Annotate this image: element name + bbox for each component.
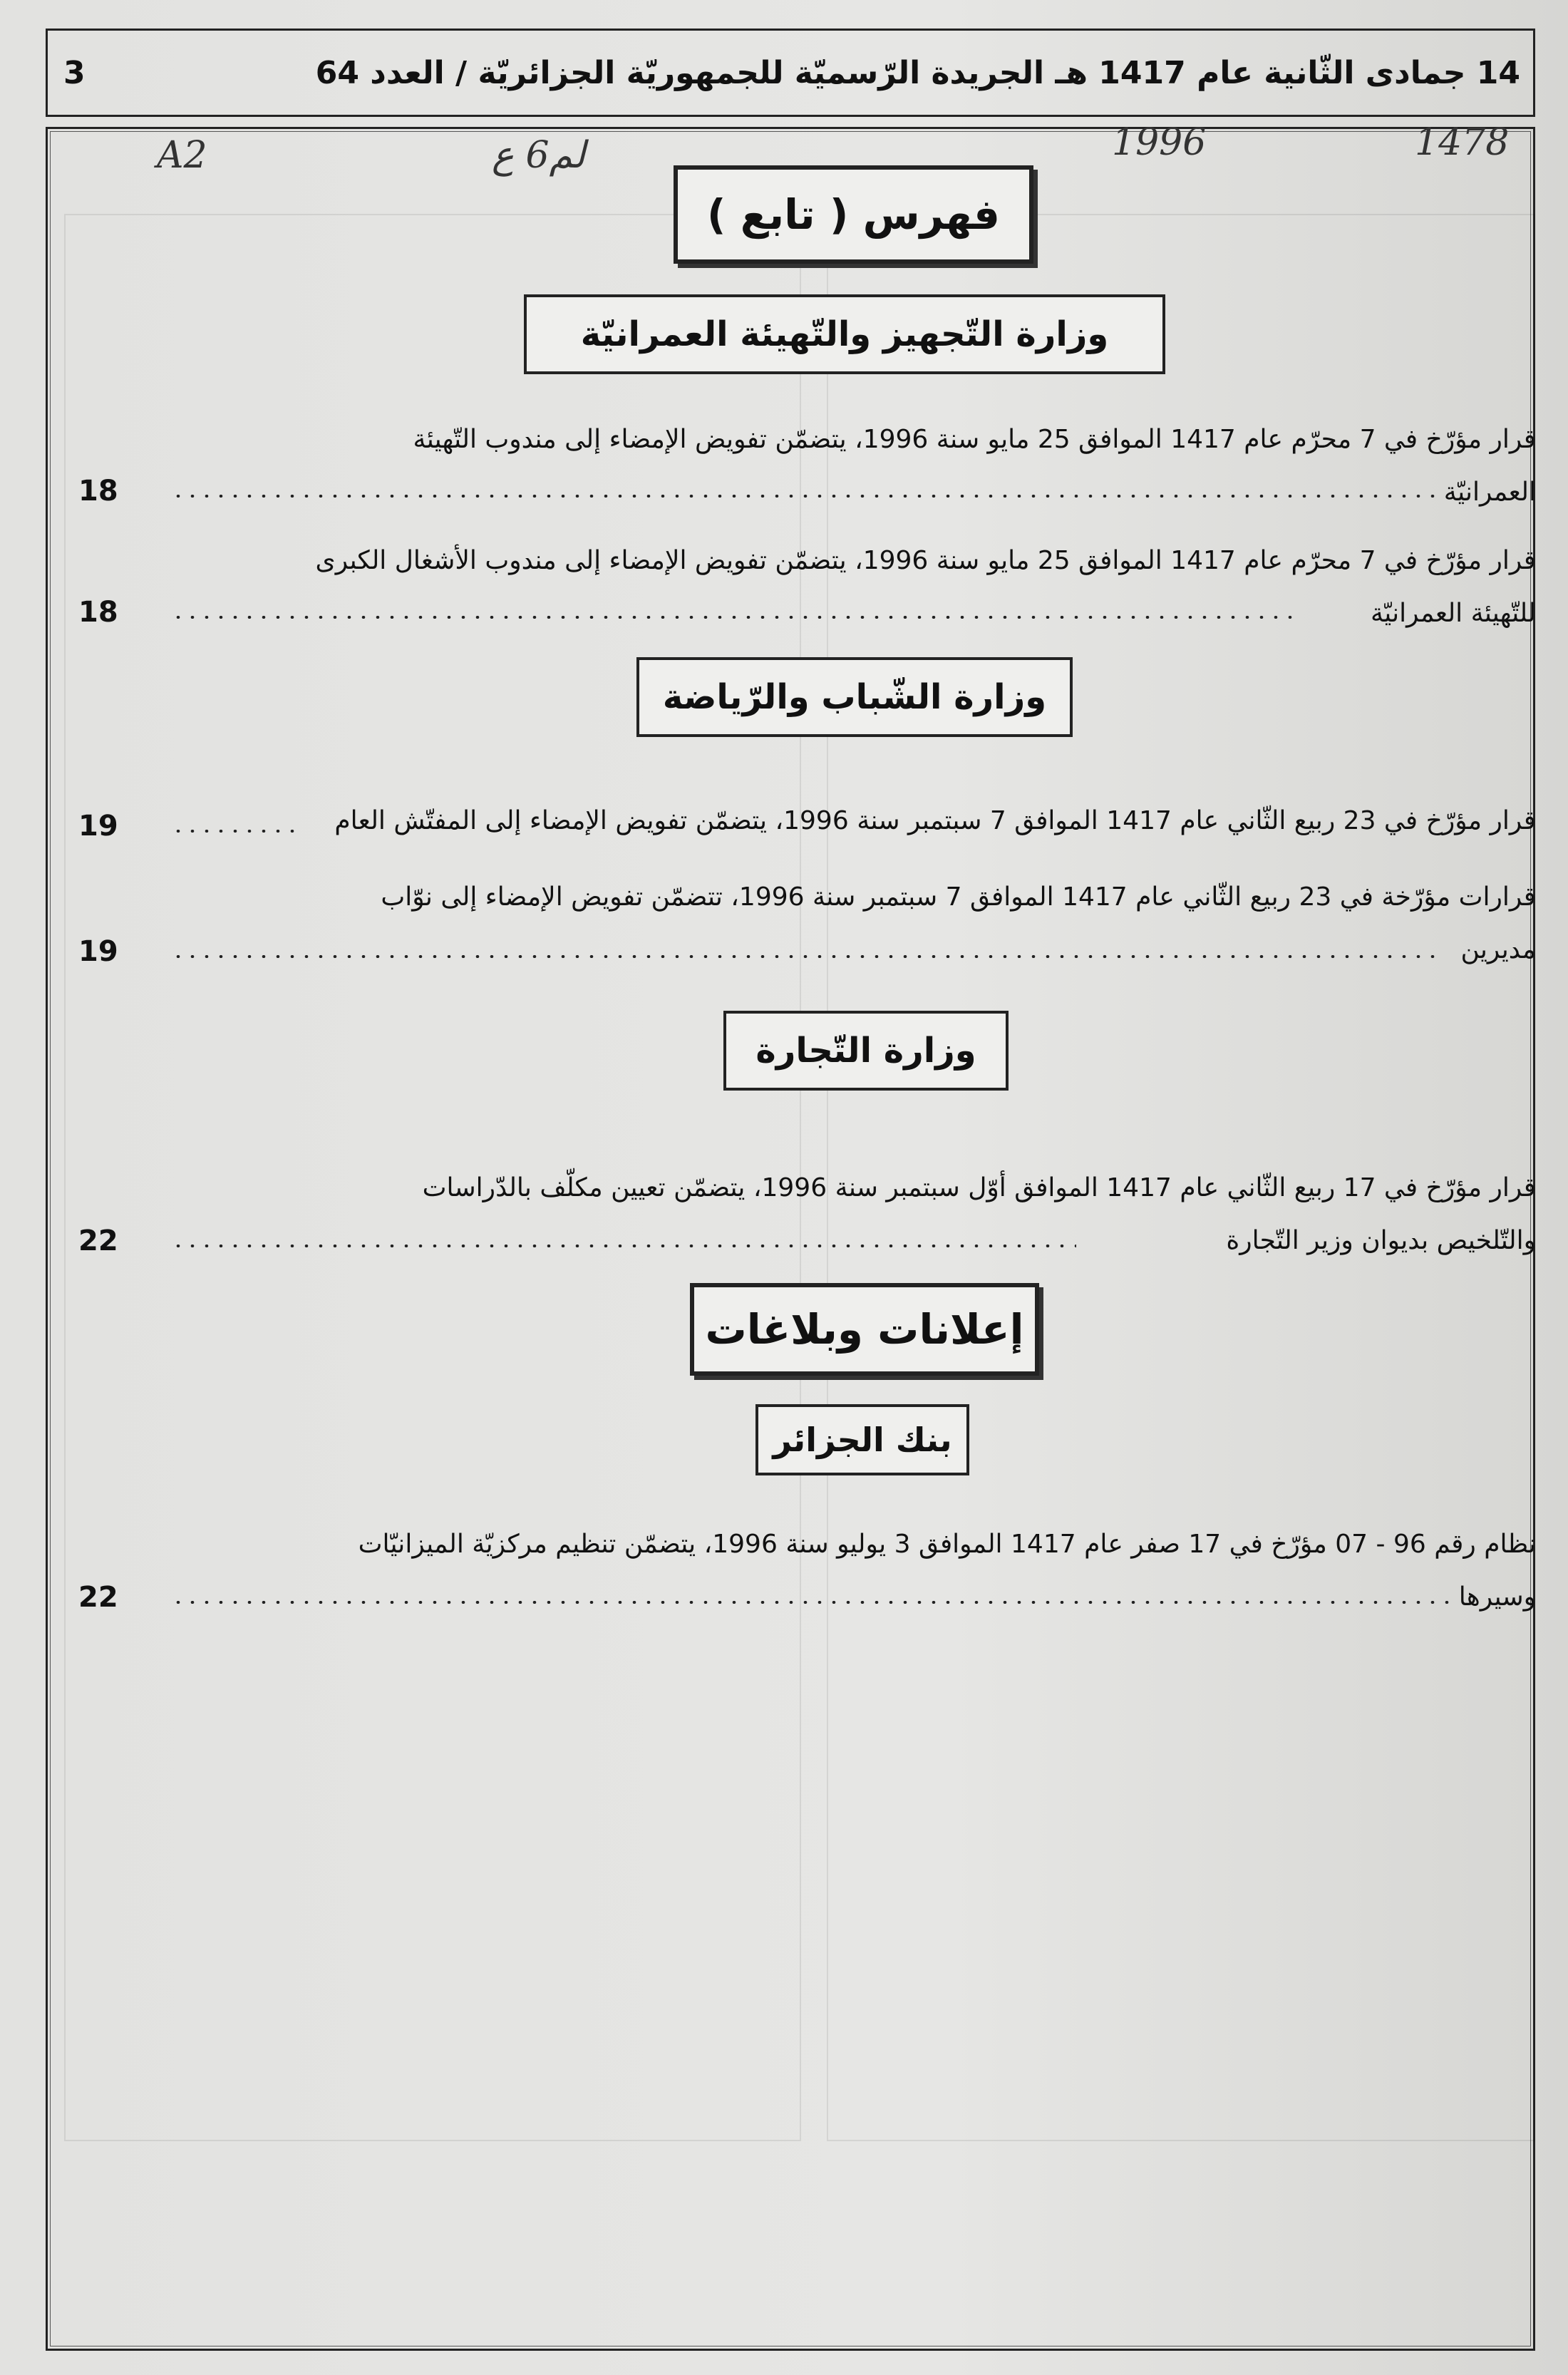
section-title-text: بنك الجزائر [773, 1421, 952, 1459]
index-entry [157, 1162, 1536, 1267]
page-ref: 18 [78, 475, 118, 508]
entry-line: والتّلخيص بديوان وزير التّجارة [1226, 1226, 1536, 1255]
entry-line: قرار مؤرّخ في 7 محرّم عام 1417 الموافق 25 مايو سنة 1996، يتضمّن تفويض الإمضاء إلى مندوب التّهيئة [413, 425, 1536, 454]
section-title-text: وزارة التّجهيز والتّهيئة العمرانيّة [580, 314, 1109, 354]
journal-title: 14 جمادى الثّانية عام 1417 هـ الجريدة الرّسميّة للجمهوريّة الجزائريّة / العدد 64 [315, 54, 1520, 91]
page-ref: 22 [78, 1581, 118, 1614]
page-ref: 18 [78, 596, 118, 629]
leader-dots [171, 616, 1297, 619]
handwritten-code: 1478 [1415, 121, 1510, 164]
index-title [674, 165, 1033, 264]
handwritten-note-mid: ع ‎6لم [492, 134, 586, 177]
entry-line: للتّهيئة العمرانيّة [1370, 599, 1536, 628]
page-ref: 22 [78, 1225, 118, 1257]
entry-line: قرار مؤرّخ في 23 ربيع الثّاني عام 1417 الموافق 7 سبتمبر سنة 1996، يتضمّن تفويض الإمضاء إلى المفتّش العام [334, 806, 1536, 835]
handwritten-note-left: A2 [157, 134, 207, 177]
leader-dots [171, 955, 1440, 958]
page-ref: 19 [78, 935, 118, 968]
section-title-bank [755, 1404, 969, 1475]
section-title-text: وزارة الشّباب والرّياضة [662, 677, 1047, 717]
index-entry [157, 871, 1536, 977]
entry-line: مديرين [1460, 935, 1536, 964]
announcements-title-text: إعلانات وبلاغات [705, 1305, 1024, 1354]
index-entry [157, 795, 1536, 848]
announcements-title [690, 1283, 1039, 1376]
section-title-commerce [723, 1011, 1009, 1091]
entry-line: العمرانيّة [1443, 478, 1536, 507]
section-title-text: وزارة التّجارة [755, 1031, 976, 1071]
page-ref: 19 [78, 810, 118, 843]
page-header [46, 29, 1535, 117]
entry-line: قرار مؤرّخ في 17 ربيع الثّاني عام 1417 الموافق أوّل سبتمبر سنة 1996، يتضمّن تعيين مكلّف بالدّراسات [422, 1173, 1536, 1202]
entry-line: قرارات مؤرّخة في 23 ربيع الثّاني عام 1417 الموافق 7 سبتمبر سنة 1996، تتضمّن تفويض الإمضاء إلى نوّاب [381, 882, 1536, 912]
index-entry [146, 1518, 1536, 1624]
handwritten-year: 1996 [1112, 121, 1207, 164]
section-title-equipment [524, 294, 1165, 374]
leader-dots [171, 495, 1436, 498]
index-entry [157, 413, 1536, 519]
page-number: 3 [63, 54, 86, 91]
leader-dots [171, 1601, 1454, 1604]
entry-line: قرار مؤرّخ في 7 محرّم عام 1417 الموافق 25 مايو سنة 1996، يتضمّن تفويض الإمضاء إلى مندوب الأشغال الكبرى [315, 546, 1536, 575]
leader-dots [171, 830, 299, 833]
index-entry [157, 535, 1536, 640]
index-title-text: فهرس ( تابع ) [707, 190, 1000, 239]
leader-dots [171, 1245, 1076, 1247]
entry-line: وسيرها [1458, 1582, 1536, 1612]
section-title-youth [636, 657, 1073, 737]
entry-line: نظام رقم 96 - 07 مؤرّخ في 17 صفر عام 1417 الموافق 3 يوليو سنة 1996، يتضمّن تنظيم مركزيّة الميزانيّات [358, 1530, 1536, 1559]
